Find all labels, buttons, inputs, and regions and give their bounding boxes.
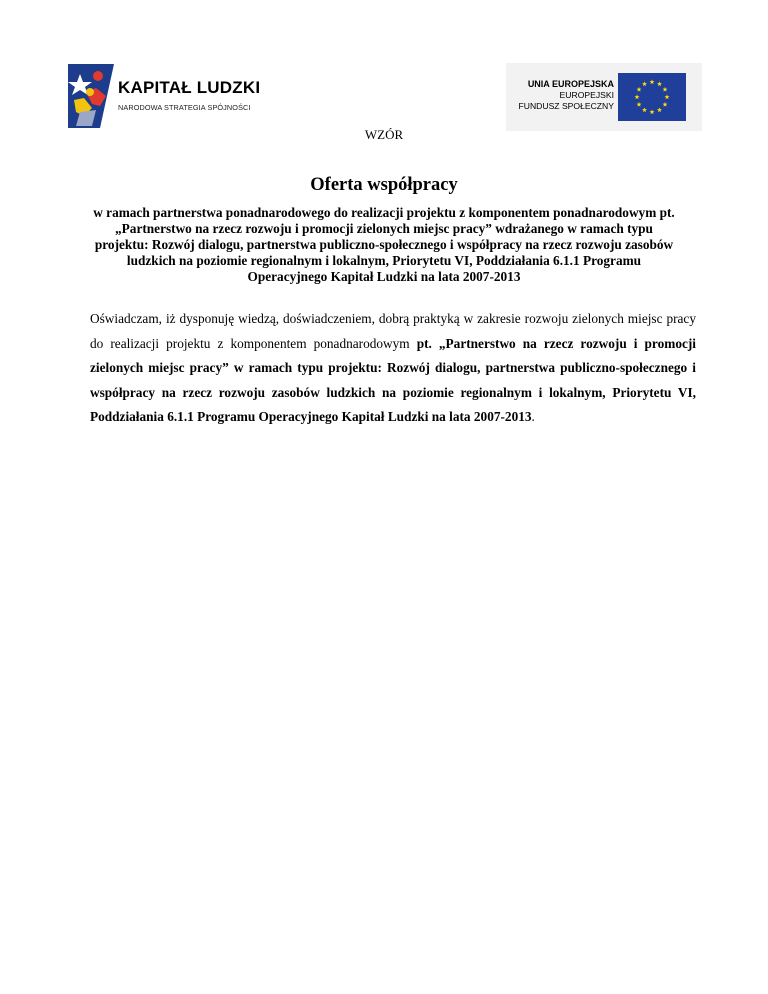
declaration-bold: pt. „Partnerstwo na rzecz rozwoju i promocji zielonych miejsc pracy” w ramach typu projektu: Rozwój dialogu, partnerstwa publiczno-społecznego i współpracy na rzecz rozwoju zasobów ludzkich na poziomie regionalnym i lokalnym, Priorytetu VI, Poddziałania 6.1.1 Programu Operacyjnego Kapitał Ludzki na lata 2007-2013 (90, 335, 696, 424)
document-subtitle: w ramach partnerstwa ponadnarodowego do realizacji projektu z komponentem ponadnarodowym pt. „Partnerstwo na rzecz rozwoju i promocji zielonych miejsc pracy” wdrażanego w ramach typu projektu: Rozwój dialogu, partnerstwa publiczno-społecznego i współpracy na rzecz rozwoju zasobów ludzkich na poziomie regionalnym i lokalnym, Priorytetu VI, Poddziałania 6.1.1 Programu Operacyjnego Kapitał Ludzki na lata 2007-2013 (93, 205, 675, 285)
declaration-end: . (531, 409, 535, 424)
declaration-paragraph (90, 307, 696, 430)
eu-fund-text (519, 79, 615, 112)
kapital-ludzki-emblem-icon (66, 62, 116, 132)
eu-line-1: UNIA EUROPEJSKA (527, 79, 614, 89)
document-label: WZÓR (364, 127, 404, 142)
kapital-ludzki-logo (66, 62, 261, 134)
eu-flag-icon (618, 73, 686, 121)
eu-line-3: FUNDUSZ SPOŁECZNY (518, 101, 614, 111)
eu-line-2: EUROPEJSKI (559, 90, 614, 100)
kapital-ludzki-subtitle: NARODOWA STRATEGIA SPÓJNOŚCI (118, 103, 251, 112)
declaration-intro: Oświadczam, iż dysponuję wiedzą, doświadczeniem, dobrą praktyką w zakresie rozwoju zielonych miejsc pracy do realizacji projektu z komponentem ponadnarodowym (90, 311, 696, 351)
eu-fund-logo (506, 63, 702, 131)
document-title: Oferta współpracy (310, 175, 458, 195)
kapital-ludzki-title: KAPITAŁ LUDZKI (118, 78, 261, 97)
